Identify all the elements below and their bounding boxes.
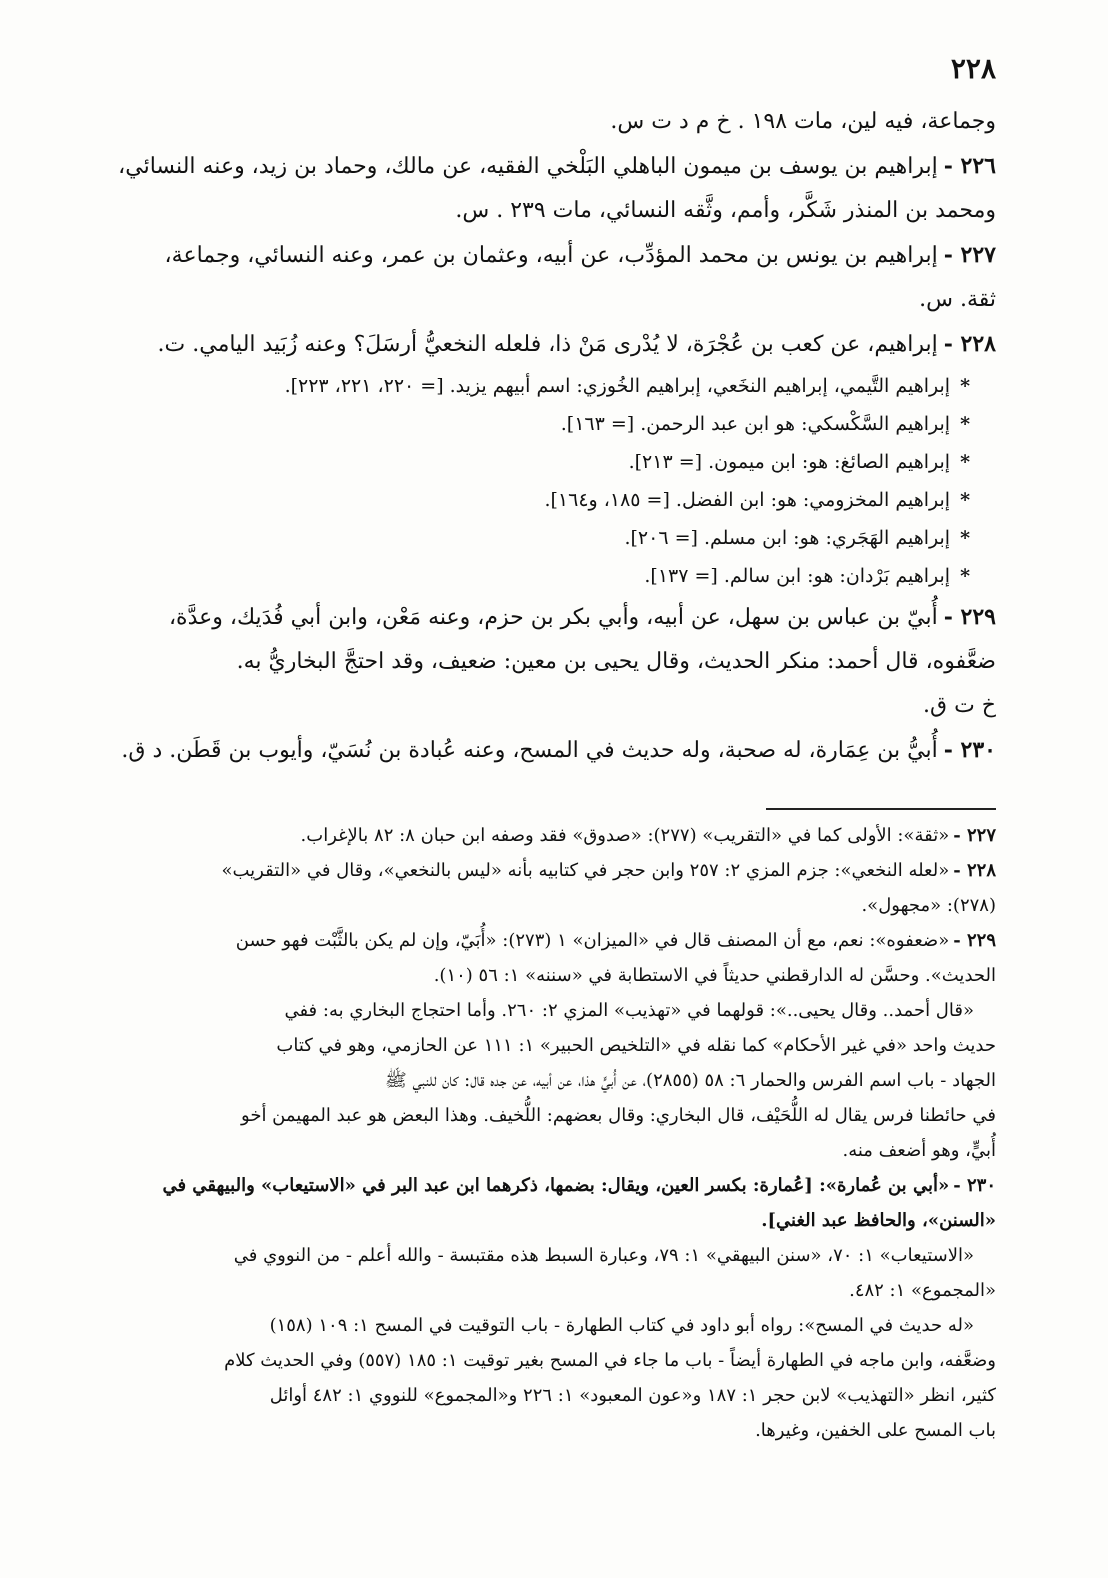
asterisk-icon: * [960,375,970,397]
footnote-text: «الاستيعاب» ١: ٧٠، «سنن البيهقي» ١: ٧٩، وعبارة السبط هذه مقتبسة - والله أعلم - من النووي في [233,1245,974,1266]
footnote-number: ٢٢٨ - [953,860,996,881]
footnotes [62,818,996,1448]
footnote-text: «ثقة»: الأولى كما في «التقريب» (٢٧٧): «صدوق» فقد وصفه ابن حبان ٨: ٨٢ بالإغراب. [300,825,950,846]
footnote-text: «لعله النخعي»: جزم المزي ٢: ٢٥٧ وابن حجر في كتابيه بأنه «ليس بالنخعي»، وقال في «التقريب» [221,860,950,881]
cross-ref: إبراهيم السَّكْسكي: هو ابن عبد الرحمن. [= ١٦٣]. [560,413,951,435]
cross-ref: إبراهيم التَّيمي، إبراهيم النخَعي، إبراهيم الخُوزي: اسم أبيهم يزيد. [= ٢٢٠، ٢٢١، ٢٢٣]. [284,375,951,397]
main-text [62,100,996,773]
entry-number: ٢٢٨ - [943,331,996,357]
cross-ref: إبراهيم الهَجَري: هو: ابن مسلم. [= ٢٠٦]. [624,527,951,549]
footnote-number: ٢٢٩ - [953,930,996,951]
footnote-text: كثير، انظر «التهذيب» لابن حجر ١: ١٨٧ و«عون المعبود» ١: ٢٢٦ و«المجموع» للنووي ١: ٤٨٢ أوائل [269,1385,996,1406]
entry-text: ثقة. س. [919,287,996,312]
footnote-text: «له حديث في المسح»: رواه أبو داود في كتاب الطهارة - باب التوقيت في المسح ١: ١٠٩ (١٥٨) [269,1315,974,1336]
cross-ref: إبراهيم الصائغ: هو: ابن ميمون. [= ٢١٣]. [628,451,951,473]
entry-227 [62,233,996,322]
entry-text: أُبيّ بن عباس بن سهل، عن أبيه، وأبي بكر بن حزم، وعنه مَعْن، وابن أبي فُدَيك، وعدَّة، [168,605,938,630]
footnote-text: وضعَّفه، وابن ماجه في الطهارة أيضاً - باب ما جاء في المسح بغير توقيت ١: ١٨٥ (٥٥٧) وفي الحديث كلام [224,1350,996,1371]
footnote-text: (٢٧٨): «مجهول». [861,895,996,916]
entry-text: إبراهيم بن يوسف بن ميمون الباهلي البَلْخي الفقيه، عن مالك، وحماد بن زيد، وعنه النسائي، [118,154,938,179]
entry-228 [62,322,996,367]
entry-text: ومحمد بن المنذر شَكَّر، وأمم، وثَّقه النسائي، مات ٢٣٩ . س. [455,198,996,223]
entry-text: إبراهيم بن يونس بن محمد المؤدِّب، عن أبيه، وعثمان بن عمر، وعنه النسائي، وجماعة، [164,243,938,268]
footnote-number: ٢٣٠ - [953,1175,996,1196]
cross-references [62,367,996,595]
footnote-text: في حائطنا فرس يقال له اللُّحَيْف، قال البخاري: وقال بعضهم: اللُّخيف. وهذا البعض هو عبد المهيمن أخو [241,1105,996,1126]
entry-229 [62,595,996,728]
footnote-text: «السنن»، والحافظ عبد الغني]. [761,1210,996,1231]
entry-text: إبراهيم، عن كعب بن عُجْرَة، لا يُدْرى مَنْ ذا، فلعله النخعيُّ أرسَلَ؟ وعنه زُبَيد اليامي. ت. [157,332,938,357]
footnote-228 [62,853,996,923]
entry-226 [62,144,996,233]
footnote-229 [62,923,996,1168]
footnote-230 [62,1168,996,1448]
footnote-number: ٢٢٧ - [953,825,996,846]
footnote-text: باب المسح على الخفين، وغيرها. [755,1420,996,1441]
footnote-text: أُبيٍّ، وهو أضعف منه. [842,1140,996,1161]
entry-number: ٢٣٠ - [943,737,996,763]
asterisk-icon: * [960,489,970,511]
footnote-divider [766,808,996,810]
page-number: ٢٢٨ [950,52,996,85]
footnote-227 [62,818,996,853]
asterisk-icon: * [960,451,970,473]
footnote-text: «ضعفوه»: نعم، مع أن المصنف قال في «الميزان» ١ (٢٧٣): «أُبَيّ، وإن لم يكن بالثَّبْت فهو حسن [235,930,950,951]
footnote-text: «أبي بن عُمارة»: [عُمارة: بكسر العين، ويقال: بضمها، ذكرهما ابن عبد البر في «الاستيعاب» والبيهقي في [162,1175,950,1196]
footnote-text: حديث واحد «في غير الأحكام» كما نقله في «التلخيص الحبير» ١: ١١١ عن الحازمي، وهو في كتاب [276,1035,996,1056]
cross-ref: إبراهيم بَرْدان: هو: ابن سالم. [= ١٣٧]. [644,565,951,587]
entry-number: ٢٢٩ - [943,604,996,630]
footnote-text: الجهاد - باب اسم الفرس والحمار ٦: ٥٨ (٢٨٥٥)، عن أُبيٍّ هذا، عن أبيه، عن جده قال: كان للنبي ﷺ [385,1070,996,1091]
footnote-text: «قال أحمد.. وقال يحيى..»: قولهما في «تهذيب» المزي ٢: ٢٦٠. وأما احتجاج البخاري به: ففي [284,1000,974,1021]
entry-text: ضعَّفوه، قال أحمد: منكر الحديث، وقال يحيى بن معين: ضعيف، وقد احتجَّ البخاريُّ به. [236,649,996,674]
cross-ref: إبراهيم المخزومي: هو: ابن الفضل. [= ١٨٥، و١٦٤]. [544,489,951,511]
asterisk-icon: * [960,413,970,435]
entry-text: أُبيُّ بن عِمَارة، له صحبة، وله حديث في المسح، وعنه عُبادة بن نُسَيّ، وأيوب بن قَطَن. د ق. [121,738,938,763]
footnote-text: الحديث». وحسَّن له الدارقطني حديثاً في الاستطابة في «سننه» ١: ٥٦ (١٠). [433,965,996,986]
entry-number: ٢٢٧ - [943,242,996,268]
entry-text: خ ت ق. [923,693,996,718]
entry-number: ٢٢٦ - [943,153,996,179]
entry-230 [62,728,996,773]
asterisk-icon: * [960,565,970,587]
entry-225-continuation: وجماعة، فيه لين، مات ١٩٨ . خ م د ت س. [610,109,996,134]
footnote-text: «المجموع» ١: ٤٨٢. [849,1280,996,1301]
asterisk-icon: * [960,527,970,549]
